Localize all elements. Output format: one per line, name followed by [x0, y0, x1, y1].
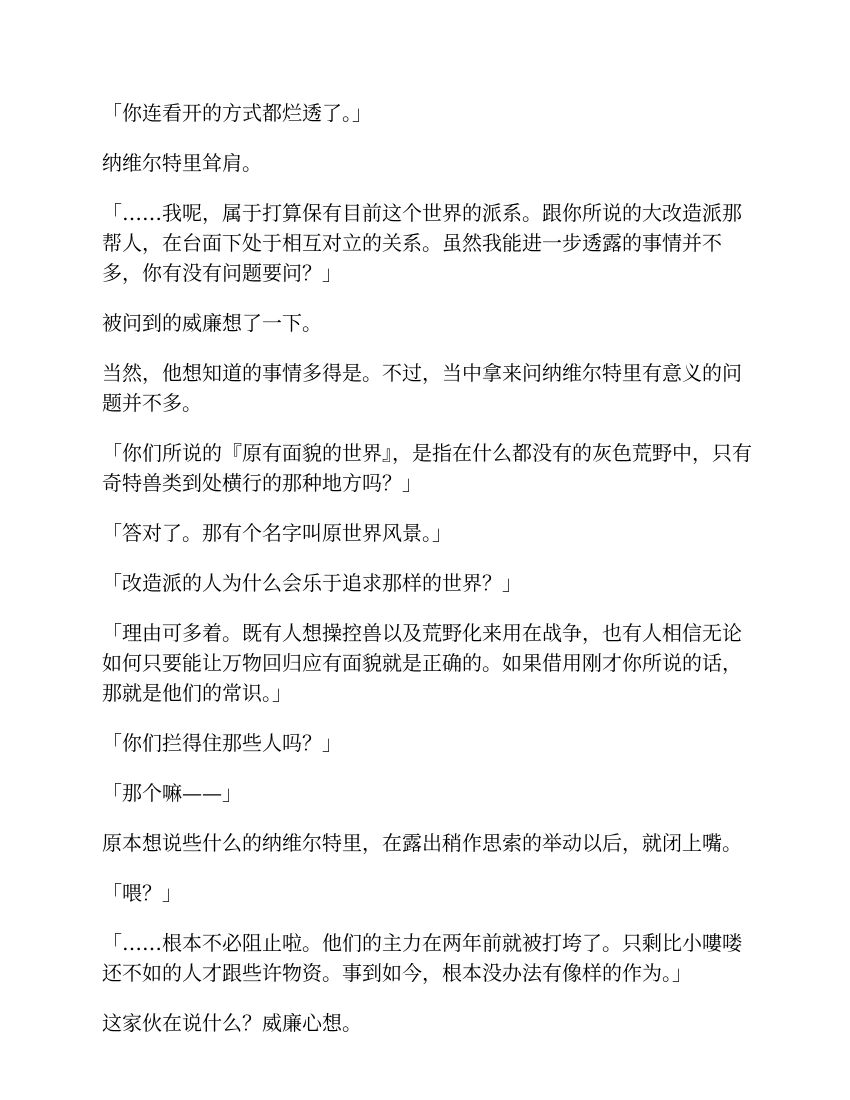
paragraph: 「……我呢，属于打算保有目前这个世界的派系。跟你所说的大改造派那帮人，在台面下处于相互对立的关系。虽然我能进一步透露的事情并不多，你有没有问题要问？」 [102, 201, 742, 285]
paragraph: 「……根本不必阻止啦。他们的主力在两年前就被打垮了。只剩比小嘍喽还不如的人才跟些许物资。事到如今，根本没办法有像样的作为。」 [102, 931, 742, 985]
paragraph: 这家伙在说什么？威廉心想。 [102, 1011, 362, 1035]
paragraph: 「喂？」 [102, 881, 182, 905]
document-body [102, 98, 752, 1058]
paragraph: 「你连看开的方式都烂透了。」 [102, 101, 372, 125]
paragraph: 原本想说些什么的纳维尔特里，在露出稍作思索的举动以后，就闭上嘴。 [102, 831, 742, 855]
paragraph: 「你们所说的『原有面貌的世界』，是指在什么都没有的灰色荒野中，只有奇特兽类到处横行的那种地方吗？」 [102, 441, 752, 495]
paragraph: 「改造派的人为什么会乐于追求那样的世界？」 [102, 571, 522, 595]
paragraph: 当然，他想知道的事情多得是。不过，当中拿来问纳维尔特里有意义的问题并不多。 [102, 361, 742, 415]
paragraph: 纳维尔特里耸肩。 [102, 151, 262, 175]
paragraph: 「理由可多着。既有人想操控兽以及荒野化来用在战争，也有人相信无论如何只要能让万物回归应有面貌就是正确的。如果借用刚才你所说的话，那就是他们的常识。」 [102, 621, 742, 705]
paragraph: 被问到的威廉想了一下。 [102, 311, 322, 335]
paragraph: 「答对了。那有个名字叫原世界风景。」 [102, 521, 452, 545]
paragraph: 「那个嘛——」 [102, 781, 242, 805]
paragraph: 「你们拦得住那些人吗？」 [102, 731, 342, 755]
